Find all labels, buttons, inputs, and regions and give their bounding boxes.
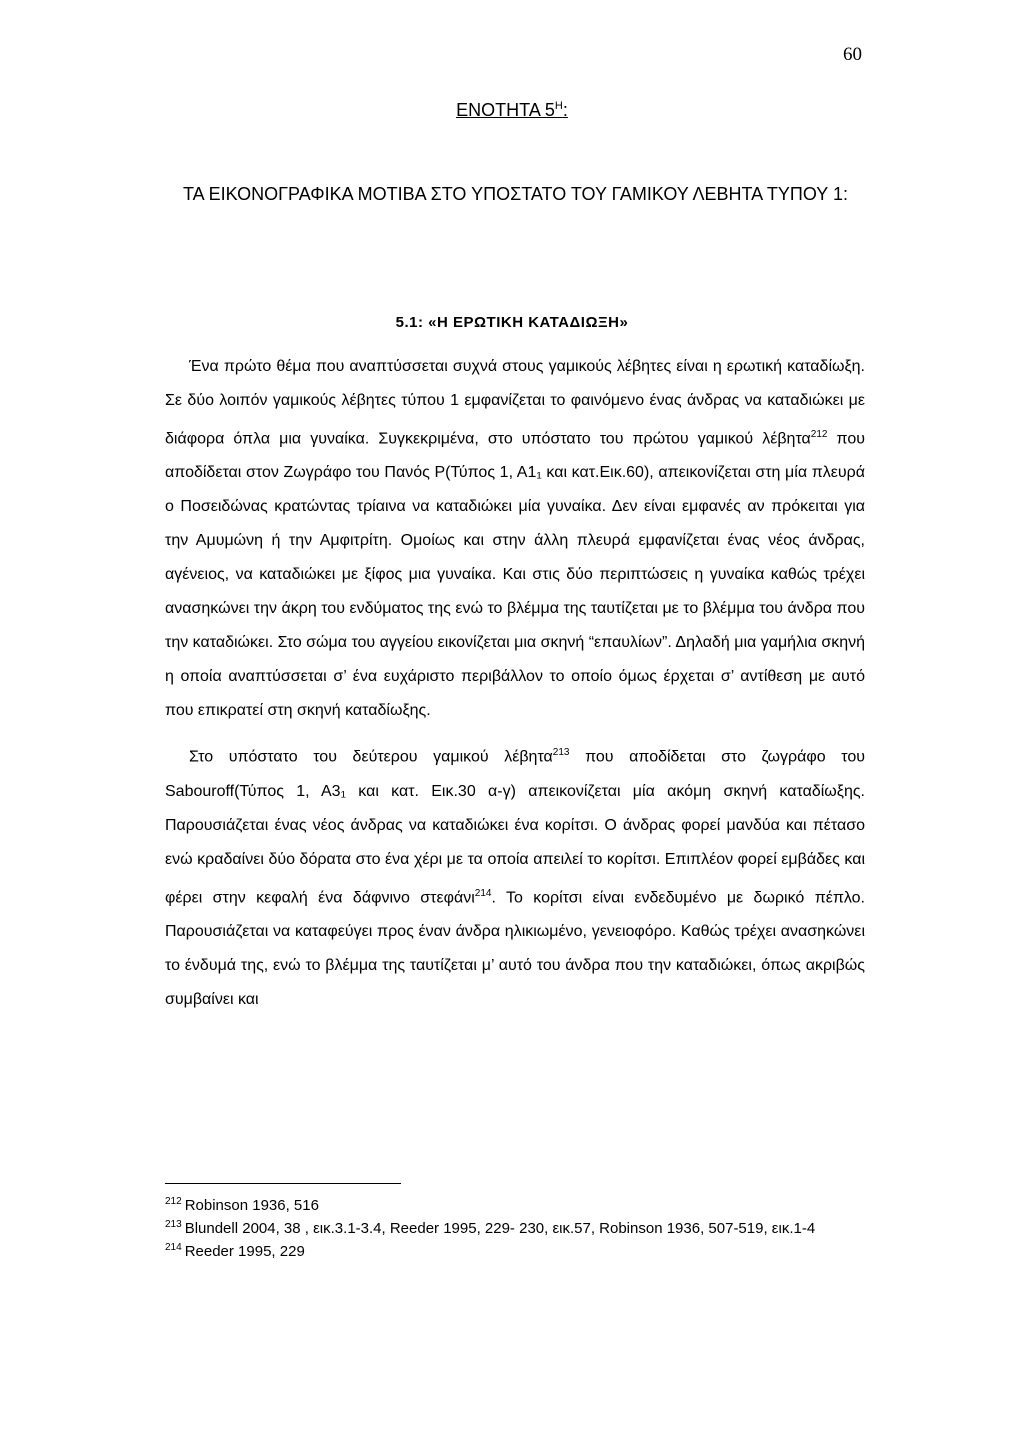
paragraph-2-part-c: . Το κορίτσι είναι ενδεδυμένο με δωρικό πέπλο. Παρουσιάζεται να καταφεύγει προς έναν άνδρα ηλικιωμένο, γενειοφόρο. Καθώς τρέχει ανασηκώνει το ένδυμά της, ενώ το βλέμμα της ταυτίζεται μ’ αυτό του άνδρα που την καταδιώκει, όπως ακριβώς συμβαίνει και xyxy=(165,888,866,1008)
footnote-212 xyxy=(165,1192,865,1215)
paragraph-1 xyxy=(165,350,865,728)
footnote-text: Reeder 1995, 229 xyxy=(184,1243,305,1260)
unit-colon: : xyxy=(562,100,568,120)
paragraph-1-part-b: που αποδίδεται στον Ζωγράφο του Πανός Ρ(Τύπος 1, Α1₁ και κατ.Εικ.60), απεικονίζεται στη μία πλευρά ο Ποσειδώνας κρατώντας τρίαινα να καταδιώκει μία γυναίκα. Δεν είναι εμφανές αν πρόκειται για την Αμυμώνη ή την Αμφιτρίτη. Ομοίως και στην άλλη πλευρά εμφανίζεται ένας νέος άνδρας, αγένειος, να καταδιώκει με ξίφος μια γυναίκα. Και στις δύο περιπτώσεις η γυναίκα καθώς τρέχει ανασηκώνει την άκρη του ενδύματος της ενώ το βλέμμα της ταυτίζεται με το βλέμμα του άνδρα που την καταδιώκει. Στο σώμα του αγγείου εικονίζεται μια σκηνή “επαυλίων”. Δηλαδή μια γαμήλια σκηνή η οποία αναπτύσσεται σ’ ένα ευχάριστο περιβάλλον το οποίο όμως έρχεται σ’ αντίθεση με αυτό που επικρατεί στη σκηνή καταδίωξης. xyxy=(165,430,865,720)
footnote-number: 212 xyxy=(165,1196,182,1207)
footnote-ref-213: 213 xyxy=(552,747,570,759)
paragraph-2 xyxy=(165,736,865,1017)
footnote-ref-214: 214 xyxy=(474,887,492,899)
footnote-213 xyxy=(165,1215,865,1238)
paragraph-2-part-b: που αποδίδεται στο ζωγράφο του Sabouroff(Τύπος 1, Α3₁ και κατ. Εικ.30 α-γ) απεικονίζεται μία ακόμη σκηνή καταδίωξης. Παρουσιάζεται ένας νέος άνδρας να καταδιώκει ένα κορίτσι. Ο άνδρας φορεί μανδύα και πέτασο ενώ κραδαίνει δύο δόρατα στο ένα χέρι με τα οποία απειλεί το κορίτσι. Επιπλέον φορεί εμβάδες και φέρει στην κεφαλή ένα δάφνινο στεφάνι xyxy=(165,748,866,906)
chapter-title: ΤΑ ΕΙΚΟΝΟΓΡΑΦΙΚΑ ΜΟΤΙΒΑ ΣΤΟ ΥΠΟΣΤΑΤΟ ΤΟΥ ΓΑΜΙΚΟΥ ΛΕΒΗΤΑ ΤΥΠΟΥ 1: xyxy=(183,184,848,204)
paragraph-2-part-a: Στο υπόστατο του δεύτερου γαμικού λέβητα xyxy=(189,748,553,766)
footnote-ref-212: 212 xyxy=(810,429,828,440)
footnote-214 xyxy=(165,1238,865,1261)
footnote-divider xyxy=(165,1183,401,1184)
unit-superscript: Η xyxy=(554,100,563,112)
body-text xyxy=(165,350,865,1017)
unit-label: ΕΝΟΤΗΤΑ 5 xyxy=(456,100,555,120)
footnote-number: 214 xyxy=(165,1242,182,1253)
paragraph-1-part-a: Ένα πρώτο θέμα που αναπτύσσεται συχνά στους γαμικούς λέβητες είναι η ερωτική καταδίωξη. Σε δύο λοιπόν γαμικούς λέβητες τύπου 1 εμφανίζεται το φαινόμενο ένας άνδρας να καταδιώκει με διάφορα όπλα μια γυναίκα. Συγκεκριμένα, στο υπόστατο του πρώτου γαμικού λέβητα xyxy=(165,358,865,448)
footnotes xyxy=(165,1192,865,1261)
page-number: 60 xyxy=(843,44,862,65)
footnote-text: Robinson 1936, 516 xyxy=(184,1197,319,1214)
section-title: 5.1: «Η ΕΡΩΤΙΚΗ ΚΑΤΑΔΙΩΞΗ» xyxy=(395,314,629,331)
footnote-text: Blundell 2004, 38 , εικ.3.1-3.4, Reeder 1995, 229- 230, εικ.57, Robinson 1936, 507-519, εικ.1-4 xyxy=(184,1220,816,1237)
unit-heading xyxy=(0,100,1024,121)
footnote-number: 213 xyxy=(165,1219,182,1230)
